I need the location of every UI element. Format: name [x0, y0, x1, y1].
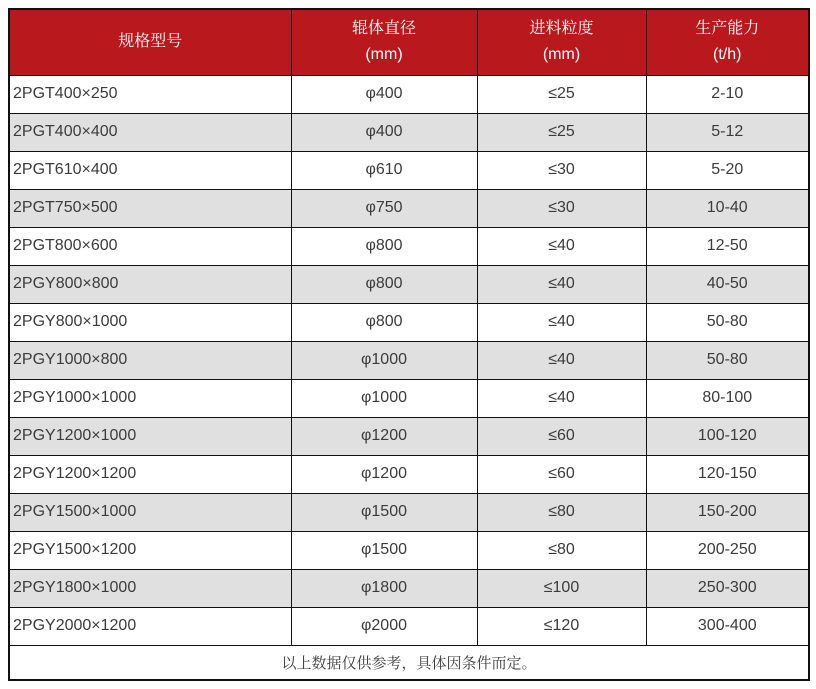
value-cell: ≤60 — [477, 455, 646, 493]
value-cell: 40-50 — [646, 265, 809, 303]
value-cell: ≤40 — [477, 341, 646, 379]
table-row — [9, 379, 809, 417]
column-label: 生产能力 — [695, 19, 760, 37]
header-cell-capacity — [646, 9, 809, 75]
value-cell: φ1500 — [291, 531, 477, 569]
value-cell: φ1200 — [291, 417, 477, 455]
value-cell: 12-50 — [646, 227, 809, 265]
value-cell: 50-80 — [646, 341, 809, 379]
table-row — [9, 265, 809, 303]
value-cell: ≤80 — [477, 493, 646, 531]
table-row — [9, 341, 809, 379]
table-row — [9, 75, 809, 113]
value-cell: ≤120 — [477, 607, 646, 645]
column-unit: (mm) — [542, 46, 581, 64]
value-cell: φ2000 — [291, 607, 477, 645]
model-cell: 2PGY800×800 — [9, 265, 291, 303]
table-row — [9, 113, 809, 151]
table-row — [9, 493, 809, 531]
column-label: 进料粒度 — [529, 19, 594, 37]
value-cell: 120-150 — [646, 455, 809, 493]
value-cell: 10-40 — [646, 189, 809, 227]
value-cell: φ1800 — [291, 569, 477, 607]
value-cell: 50-80 — [646, 303, 809, 341]
value-cell: ≤80 — [477, 531, 646, 569]
model-cell: 2PGY1000×800 — [9, 341, 291, 379]
model-cell: 2PGT750×500 — [9, 189, 291, 227]
table-body — [9, 75, 809, 645]
value-cell: ≤40 — [477, 303, 646, 341]
value-cell: ≤100 — [477, 569, 646, 607]
table-row — [9, 151, 809, 189]
model-cell: 2PGY1800×1000 — [9, 569, 291, 607]
value-cell: ≤40 — [477, 227, 646, 265]
column-label: 辊体直径 — [351, 19, 416, 37]
table-header — [9, 9, 809, 75]
value-cell: φ400 — [291, 75, 477, 113]
model-cell: 2PGY800×1000 — [9, 303, 291, 341]
value-cell: 250-300 — [646, 569, 809, 607]
model-cell: 2PGY2000×1200 — [9, 607, 291, 645]
model-cell: 2PGT400×250 — [9, 75, 291, 113]
model-cell: 2PGY1500×1000 — [9, 493, 291, 531]
model-cell: 2PGY1500×1200 — [9, 531, 291, 569]
header-cell-roller-diameter — [291, 9, 477, 75]
value-cell: φ1000 — [291, 341, 477, 379]
table-row — [9, 189, 809, 227]
value-cell: ≤40 — [477, 265, 646, 303]
value-cell: φ1000 — [291, 379, 477, 417]
value-cell: φ1200 — [291, 455, 477, 493]
value-cell: φ1500 — [291, 493, 477, 531]
model-cell: 2PGY1000×1000 — [9, 379, 291, 417]
value-cell: 5-20 — [646, 151, 809, 189]
value-cell: φ800 — [291, 303, 477, 341]
column-unit: (t/h) — [713, 46, 742, 64]
value-cell: φ750 — [291, 189, 477, 227]
value-cell: φ800 — [291, 227, 477, 265]
column-unit: (mm) — [365, 46, 403, 64]
value-cell: ≤25 — [477, 75, 646, 113]
table-row — [9, 531, 809, 569]
value-cell: φ610 — [291, 151, 477, 189]
model-cell: 2PGT800×600 — [9, 227, 291, 265]
value-cell: ≤40 — [477, 379, 646, 417]
footer-row — [9, 645, 809, 680]
value-cell: φ800 — [291, 265, 477, 303]
table-row — [9, 227, 809, 265]
table-row — [9, 455, 809, 493]
header-row — [9, 9, 809, 75]
value-cell: 5-12 — [646, 113, 809, 151]
column-label: 规格型号 — [118, 33, 183, 51]
model-cell: 2PGT400×400 — [9, 113, 291, 151]
table-row — [9, 607, 809, 645]
table-row — [9, 569, 809, 607]
table-footer — [9, 645, 809, 680]
model-cell: 2PGY1200×1200 — [9, 455, 291, 493]
header-cell-feed-size — [477, 9, 646, 75]
value-cell: 100-120 — [646, 417, 809, 455]
value-cell: 300-400 — [646, 607, 809, 645]
value-cell: ≤30 — [477, 151, 646, 189]
value-cell: 150-200 — [646, 493, 809, 531]
value-cell: ≤30 — [477, 189, 646, 227]
model-cell: 2PGY1200×1000 — [9, 417, 291, 455]
value-cell: 200-250 — [646, 531, 809, 569]
value-cell: 80-100 — [646, 379, 809, 417]
table-row — [9, 417, 809, 455]
value-cell: φ400 — [291, 113, 477, 151]
value-cell: ≤60 — [477, 417, 646, 455]
value-cell: ≤25 — [477, 113, 646, 151]
footer-note: 以上数据仅供参考，具体因条件而定。 — [9, 645, 809, 680]
header-cell-model — [9, 9, 291, 75]
model-cell: 2PGT610×400 — [9, 151, 291, 189]
value-cell: 2-10 — [646, 75, 809, 113]
table-row — [9, 303, 809, 341]
spec-table — [8, 8, 810, 681]
